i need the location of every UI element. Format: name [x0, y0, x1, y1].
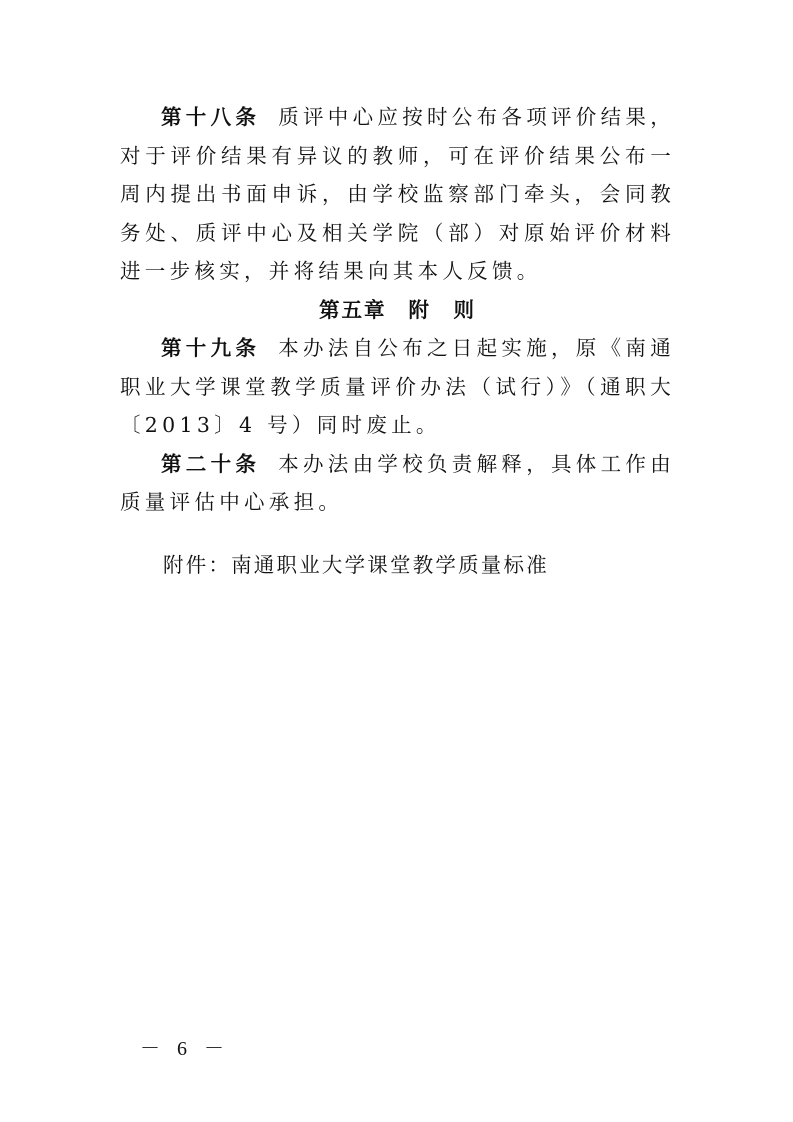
- article-20-text: 本办法由学校负责解释，具体工作由质量评估中心承担。: [120, 451, 676, 514]
- article-18: [120, 98, 675, 291]
- article-19-label: 第十九条: [161, 336, 261, 360]
- chapter-heading: [120, 291, 675, 330]
- page-number: － 6 －: [140, 1038, 230, 1060]
- article-18-text: 质评中心应按时公布各项评价结果，对于评价结果有异议的教师，可在评价结果公布一周内提出书面申诉，由学校监察部门牵头，会同教务处、质评中心及相关学院（部）对原始评价材料进一步核实，并将结果向其本人反馈。: [120, 105, 676, 283]
- article-20-label: 第二十条: [161, 451, 261, 476]
- article-20: [120, 445, 675, 522]
- document-body: [120, 98, 675, 522]
- article-19: [120, 329, 675, 445]
- chapter-number: 第五章: [319, 297, 387, 322]
- article-18-label: 第十八条: [161, 105, 261, 129]
- attachment-note: 附件：南通职业大学课堂教学质量标准: [163, 553, 549, 577]
- chapter-title: 附 则: [408, 297, 476, 322]
- article-19-text: 本办法自公布之日起实施，原《南通职业大学课堂教学质量评价办法（试行）》（通职大〔2013〕4 号）同时废止。: [120, 336, 676, 437]
